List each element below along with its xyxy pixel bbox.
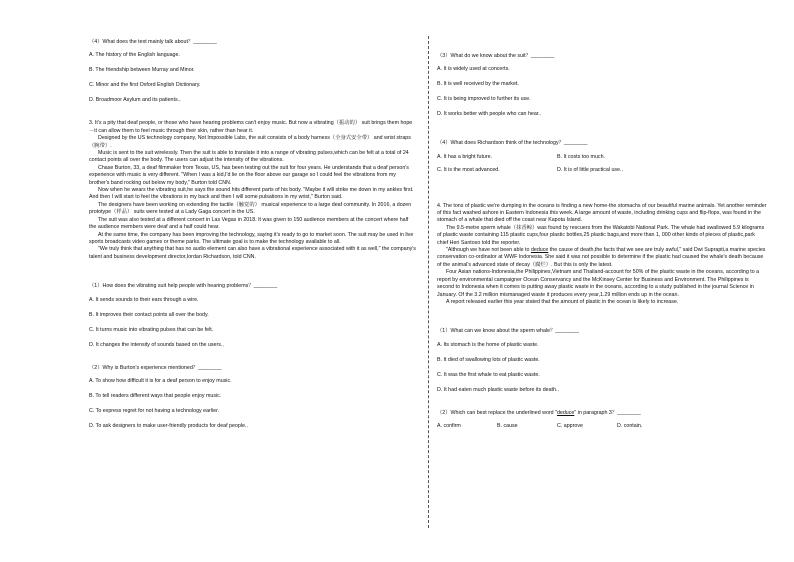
option-c[interactable]: C. approve: [557, 423, 583, 430]
passage-paragraph: Designed by the US technology company, Not Impossible Labs, the suit consists of a body harness（全身式安全带） and wrist straps（腕带）.: [89, 135, 411, 149]
option-d[interactable]: D. It changes the intensity of sounds based on the users.．: [89, 341, 228, 348]
option-d[interactable]: D. To ask designers to make user-friendly products for deaf people.．: [89, 422, 252, 429]
question-text: （4）What does Richardson think of the technology？________: [437, 140, 588, 147]
option-c[interactable]: C. It was the first whale to eat plastic waste.: [437, 371, 540, 378]
passage-paragraph: 4. The tons of plastic we're dumping in the oceans is finding a new home-the stomachs of our beautiful marine animals. Yet another reminder of this fact washed ashore in Eastern Indonesia this week. A large amount of waste, including drinking cups and flip-flops, was found in the stomach of a whale that died off the coast near Kapota Island.: [437, 202, 767, 224]
option-b[interactable]: B. cause: [497, 423, 518, 430]
question-text: （1）How does the vibrating suit help people with hearing problems？________: [89, 283, 278, 290]
passage-paragraph: A report released earlier this year stated that the amount of plastic in the ocean is likely to increase.: [446, 298, 679, 305]
options-row: [437, 154, 767, 161]
option-b[interactable]: B. It is well received by the market.: [437, 81, 519, 88]
option-d[interactable]: D. It works better with people who can hear.．: [437, 111, 546, 118]
question-text-after: " in paragraph 3？________: [574, 409, 641, 416]
right-column: [437, 53, 767, 431]
passage-paragraph: "Although we have not been able to deduce the cause of death,the facts that we see are truly awful," said Dwi Suprapti,a marine species conservation co-ordinator at WWF Indonesia. She said it was not possible to determine if the plastic had caused the whale's death because of the animal's advanced state of decay（腐烂）. But this is only the latest.: [437, 247, 766, 268]
passage-paragraph: "We truly think that anything that has no audio element can also have a vibrational experience associated with it as well," the company's talent and business development director,Iordan Richardson, told CNN.: [89, 246, 416, 260]
options-row: [437, 167, 767, 174]
option-d[interactable]: D. It had eaten much plastic waste before its death.．: [437, 386, 563, 393]
option-b[interactable]: B. It costs too much.: [557, 153, 605, 160]
option-c[interactable]: C. Minor and the first Oxford English Dictionary.: [89, 82, 201, 89]
underlined-word: deduce: [556, 409, 575, 416]
passage-3: [89, 120, 416, 261]
passage-paragraph: The designers have been working on extending the tactile（触觉的） musical experience to a large deaf community. In 2016, a dozen prototype（样品） suits were tested at a Lady Gaga concert in the US.: [89, 201, 412, 216]
passage-paragraph: At the same time, the company has been improving the technology, saying it's ready to go to market soon. The suit may be used in live sports broadcasts video games or theme parks. The ultimate goal is to make the technology available to all.: [89, 231, 414, 245]
option-a[interactable]: A. Its stomach is the home of plastic waste.: [437, 341, 539, 348]
option-b[interactable]: B. It improves their contact points all over the body.: [89, 311, 209, 318]
passage-paragraph: 3. It's a pity that deaf people, or those who have hearing problems can't enjoy music. But now a vibrating（振动的） suit brings them hope－it can allow them to feel music through their skin, rather than hear it.: [89, 120, 413, 134]
option-c[interactable]: C. It turns music into vibrating pulses that can be felt.: [89, 326, 214, 333]
option-d[interactable]: D. It is of little practical use.．: [557, 167, 627, 174]
passage-paragraph: Four Asian nations-Indonesia,the Philippines,Vietnam and Thailand-account for 50% of the plastic waste in the oceans, according to a report by environmental campaigner Ocean Conservancy and the McKinsey Center for Business and Environment. The Philippines is second to Indonesia when it comes to putting away plastic waste in the oceans, according to a study published in the journal Science in January. Of the 3.2 million mismanaged waste it produces every year,1.29 million ends up in the ocean.: [437, 269, 760, 298]
option-b[interactable]: B. To tell readers different ways that people enjoy music.: [89, 392, 222, 399]
passage-paragraph: Chase Burton, 33, a deaf filmmaker from Texas, US, has been testing out the suit for four years. He understands that a deaf person's experience with music is very different. "When I was a kid,I'd lie on the floor above our garage so I could feel the vibrations from my brother's band rocking out below my body," Burton told CNN.: [89, 164, 409, 186]
passage-paragraph: The 9.5-metre sperm whale（抹香鲸）was found by rescuers from the Wakatobi National Park. The whale had swallowed 5.9 kilograms of plastic waste containing 115 plastic cups,four plastic bottles,25 plastic bags,and more than 1, 000 other kinds of pieces of plastic,park chief Heri Santoso told the reporter.: [437, 224, 765, 246]
option-a[interactable]: A. The history of the English language.: [89, 52, 180, 59]
option-c[interactable]: C. To express regret for not having a technology earlier.: [89, 407, 220, 414]
option-d[interactable]: D. contain．: [617, 423, 647, 430]
option-a[interactable]: A. It has a bright future.: [437, 153, 493, 160]
left-column: [89, 39, 416, 438]
passage-4: [437, 203, 767, 307]
question-text: （2）Why is Burton's experience mentioned？________: [89, 364, 222, 371]
underlined-word: deduce: [530, 247, 549, 254]
question-text: （1）What can we know about the sperm whale？________: [437, 328, 579, 335]
passage-paragraph: Music is sent to the suit wirelessly. Then the suit is able to translate it into a range of vibrating pulses,which can be felt at a total of 24 contact points all over the body. The users can adjust the intensity of the vibrations.: [89, 150, 409, 164]
option-a[interactable]: A. It sends sounds to their ears through a wire.: [89, 296, 199, 303]
question-text: （4）What does the text mainly talk about？________: [89, 39, 217, 45]
question-text: [437, 410, 767, 417]
option-c[interactable]: C. It is the most advanced.: [437, 167, 500, 174]
option-a[interactable]: A. To show how difficult it is for a deaf person to enjoy music.: [89, 377, 232, 384]
question-text-before: （2）Which can best replace the underlined word ": [437, 409, 557, 416]
option-c[interactable]: C. It is being improved to further its use.: [437, 96, 531, 103]
option-a[interactable]: A. confirm: [437, 423, 461, 430]
passage-paragraph: Now when he wears the vibrating suit,he says the sound hits different parts of his body. "Maybe it will strike me down in my ankles first. And then I will start to feel the vibrations in my back and then I will some pulsations in my wrist," Burton said.: [89, 187, 414, 201]
option-b[interactable]: B. It died of swallowing lots of plastic waste.: [437, 356, 540, 363]
question-text: （3）What do we know about the suit？________: [437, 53, 555, 59]
column-divider: [428, 36, 429, 528]
options-row: [437, 423, 767, 430]
option-d[interactable]: D. Broadmoor Asylum and its patients.．: [89, 97, 185, 104]
option-b[interactable]: B. The friendship between Murray and Minor.: [89, 67, 195, 74]
passage-paragraph: The suit was also tested at a different concert in Las Vegas in 2018. It was given to 150 audience members at the concert where half the audience members were deaf and a half could hear.: [89, 216, 409, 231]
option-a[interactable]: A. It is widely used at concerts.: [437, 66, 510, 73]
